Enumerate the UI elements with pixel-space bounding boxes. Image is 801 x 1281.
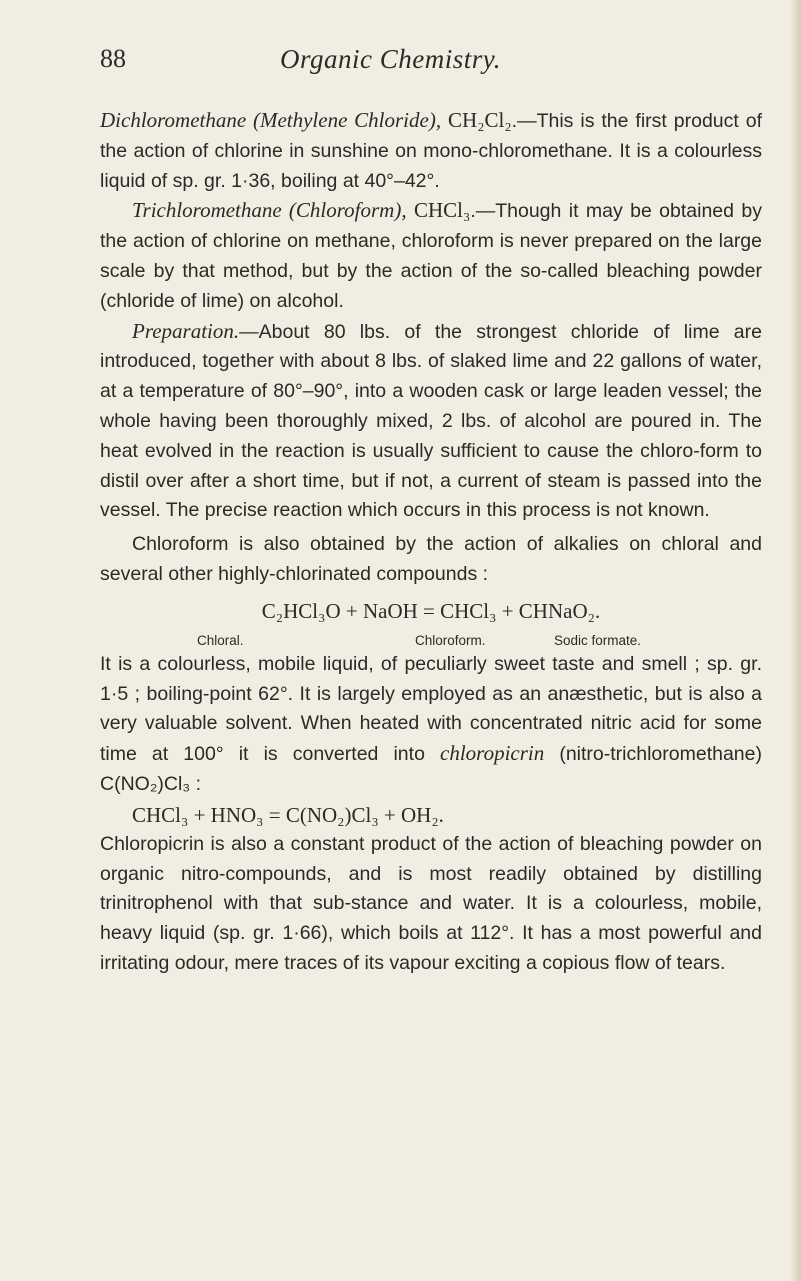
paragraph-text: .—Though it may be obtained by the action of chlorine on methane, chloroform is never prepared on the large scale by that method, but by the action of the so-called bleaching powder (chloride of lime) on alcohol.	[100, 200, 762, 312]
term-chloropicrin: chloropicrin	[440, 741, 545, 766]
running-title: Organic Chemistry.	[280, 44, 501, 74]
paragraph-text: .—This is the first product of the action of chlorine in sunshine on mono-chloromethane. It is a colourless liquid of sp. gr. 1·36, boiling at 40°–42°.	[100, 110, 762, 192]
label-chloral: Chloral.	[197, 632, 244, 648]
equation-nitration	[100, 800, 762, 830]
equation-labels	[100, 626, 762, 648]
page-header	[100, 44, 740, 78]
page-number: 88	[100, 44, 126, 73]
paragraph-text: Chloroform is also obtained by the action of alkalies on chloral and several other highly-chlorinated compounds :	[100, 533, 762, 585]
paragraph-preparation	[100, 317, 762, 527]
equation-text: C₂HCl₃O + NaOH = CHCl₃ + CHNaO₂.	[261, 598, 601, 623]
formula-ch2cl2: CH₂Cl₂	[448, 108, 512, 132]
page-edge-shadow	[789, 0, 801, 1281]
equation-chloral	[100, 596, 762, 648]
paragraph-text: —About 80 lbs. of the strongest chloride of lime are introduced, together with about 8 lbs. of slaked lime and 22 gallons of water, at a temperature of 80°–90°, into a wooden cask or large leaden vessel; the whole having been thoroughly mixed, 2 lbs. of alcohol are poured in. The heat evolved in the reaction is usually sufficient to cause the chloro-form to distil over after a short time, but if not, a current of steam is passed into the vessel. The precise reaction which occurs in this process is not known.	[100, 320, 762, 522]
heading-trichloromethane: Trichloromethane (Chloroform),	[132, 198, 407, 223]
heading-preparation: Preparation.	[132, 318, 240, 343]
formula-chcl3: CHCl₃	[413, 198, 471, 223]
paragraph-trichloromethane	[100, 196, 762, 316]
paragraph-properties	[100, 650, 762, 800]
paragraph-dichloromethane	[100, 106, 762, 196]
paragraph-text: (nitro-trichloromethane) C(NO₂)Cl₃ :	[100, 743, 762, 795]
body-text	[100, 106, 762, 979]
paragraph-text: It is a colourless, mobile liquid, of peculiarly sweet taste and smell ; sp. gr. 1·5 ; boiling-point 62°. It is largely employed as an anæsthetic, but is also a very valuable solvent. When heated with concentrated nitric acid for some time at 100° it is converted into	[100, 652, 762, 766]
label-sodic-formate: Sodic formate.	[554, 632, 642, 648]
heading-dichloromethane: Dichloromethane (Methylene Chloride),	[100, 108, 442, 132]
equation-text: CHCl₃ + HNO₃ = C(NO₂)Cl₃ + OH₂.	[132, 802, 444, 827]
paragraph-text: Chloropicrin is also a constant product of the action of bleaching powder on organic nitro-compounds, and is most readily obtained by distilling trinitrophenol with that sub-stance and water. It is a colourless, mobile, heavy liquid (sp. gr. 1·66), which boils at 112°. It has a most powerful and irritating odour, mere traces of its vapour exciting a copious flow of tears.	[100, 832, 762, 974]
paragraph-alkalies	[100, 530, 762, 590]
paragraph-chloropicrin	[100, 830, 762, 979]
label-chloroform: Chloroform.	[415, 632, 486, 648]
